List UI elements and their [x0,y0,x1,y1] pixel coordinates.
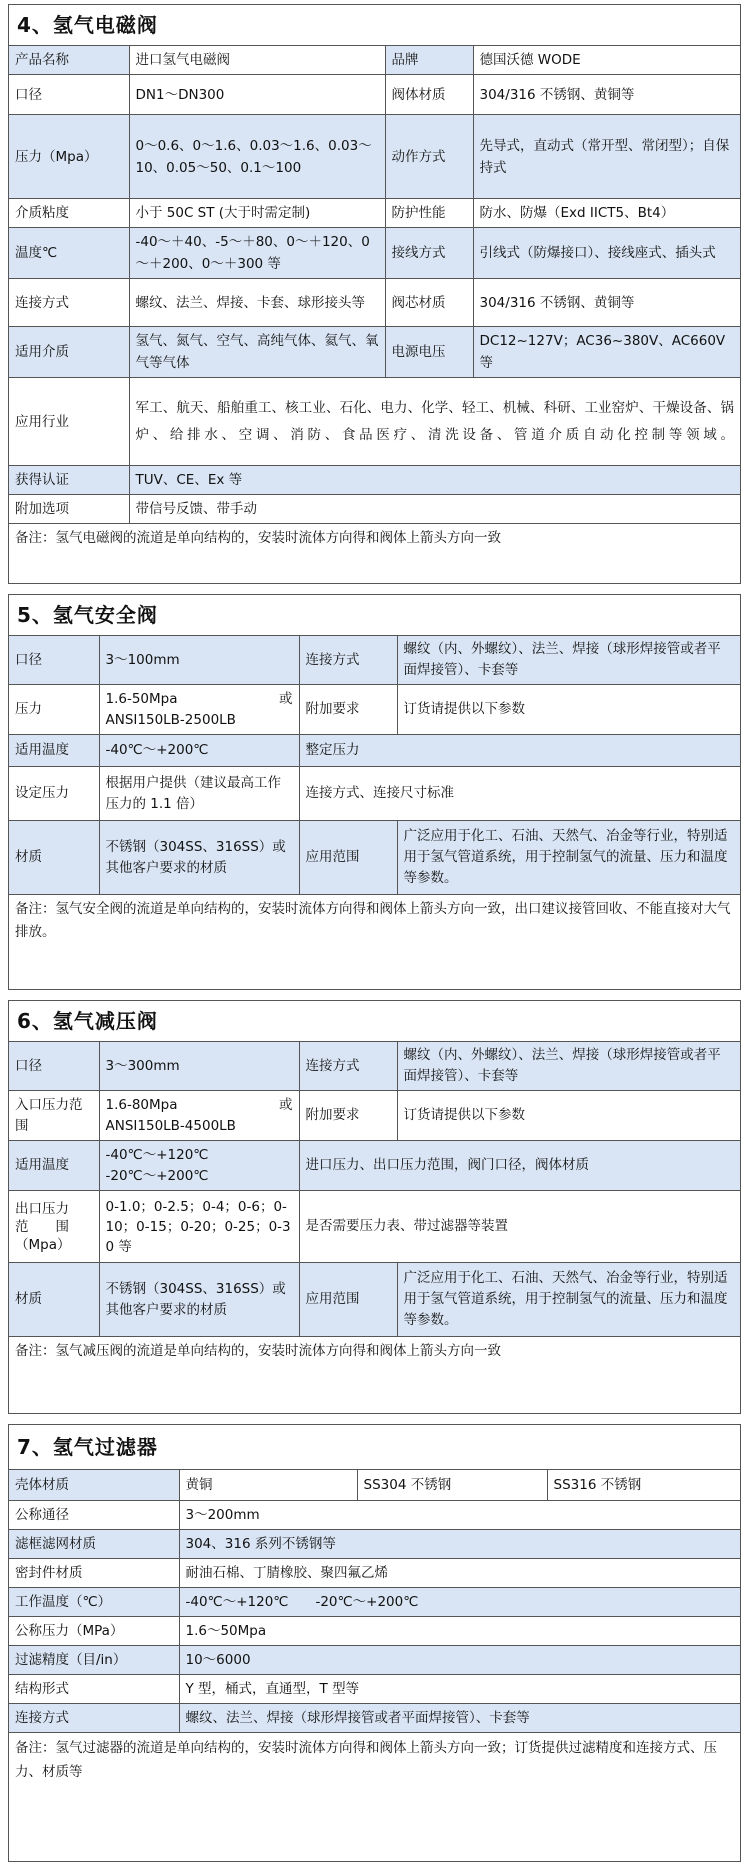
or-text: 或 [279,690,293,707]
label-cell: 连接方式 [299,1042,397,1091]
value-cell: 黄铜 [179,1470,357,1500]
table-row [9,466,740,495]
label-cell: 阀芯材质 [385,279,473,327]
section-title: 7、氢气过滤器 [9,1425,740,1470]
value-cell: 10～6000 [179,1645,740,1674]
label-cell: 口径 [9,636,99,685]
table-row [9,1587,740,1616]
section-solenoid-valve [8,4,741,584]
value-cell: 0-1.0；0-2.5；0-4；0-6；0-10；0-15；0-20；0-25；0-30 等 [99,1191,299,1263]
value-cell: 订货请提供以下参数 [397,1091,740,1141]
label-cell: 连接方式 [9,1703,179,1732]
table-row [9,735,740,767]
value-cell: 广泛应用于化工、石油、天然气、冶金等行业，特别适用于氢气管道系统，用于控制氢气的流量、压力和温度等参数。 [397,1263,740,1337]
value-cell: 氢气、氮气、空气、高纯气体、氦气、氧气等气体 [129,327,385,378]
table-row [9,279,740,327]
label-cell: 动作方式 [385,115,473,199]
label-cell: 压力 [9,685,99,735]
value-cell: 螺纹（内、外螺纹）、法兰、焊接（球形焊接管或者平面焊接管）、卡套等 [397,636,740,685]
label-cell: 口径 [9,75,129,115]
value-cell: 0～0.6、0～1.6、0.03～1.6、0.03～10、0.05～50、0.1～100 [129,115,385,199]
label-cell: 适用温度 [9,1141,99,1191]
value-cell: 3～300mm [99,1042,299,1091]
spec-table [9,1042,740,1337]
label-cell: 产品名称 [9,46,129,75]
table-row [9,1616,740,1645]
label-cell: 防护性能 [385,199,473,228]
section-filter [8,1424,741,1862]
table-row [9,767,740,821]
value-cell: 304/316 不锈钢、黄铜等 [473,279,740,327]
table-row [9,327,740,378]
value-cell: 进口压力、出口压力范围，阀门口径，阀体材质 [299,1141,740,1191]
value-cell: 连接方式、连接尺寸标准 [299,767,740,821]
value-cell: 防水、防爆（Exd IICT5、Bt4） [473,199,740,228]
label-cell: 附加选项 [9,495,129,524]
table-row [9,495,740,524]
spec-table [9,46,740,524]
value-cell: 带信号反馈、带手动 [129,495,740,524]
table-row [9,1263,740,1337]
value-cell: 整定压力 [299,735,740,767]
label-cell: 设定压力 [9,767,99,821]
table-row [9,821,740,895]
table-row [9,636,740,685]
value-cell: Y 型，桶式，直通型，T 型等 [179,1674,740,1703]
or-text: 或 [279,1096,293,1113]
label-line: 范 围 [15,1218,69,1235]
spec-table [9,1470,740,1733]
value-cell: 军工、航天、船舶重工、核工业、石化、电力、化学、轻工、机械、科研、工业窑炉、干燥设备、锅炉、给排水、空调、消防、食品医疗、清洗设备、管道介质自动化控制等领域。 [129,378,740,466]
value-cell [99,685,299,735]
value-cell: SS316 不锈钢 [547,1470,740,1500]
table-row [9,685,740,735]
table-row [9,1645,740,1674]
label-cell: 压力（Mpa） [9,115,129,199]
value-cell: 先导式，直动式（常开型、常闭型）；自保持式 [473,115,740,199]
spec-table [9,636,740,895]
label-cell: 附加要求 [299,685,397,735]
label-cell: 接线方式 [385,228,473,279]
pressure-range: 1.6-50Mpa [105,690,178,707]
label-cell: 附加要求 [299,1091,397,1141]
value-cell: 螺纹、法兰、焊接、卡套、球形接头等 [129,279,385,327]
value-cell: 螺纹、法兰、焊接（球形焊接管或者平面焊接管）、卡套等 [179,1703,740,1732]
value-cell: 螺纹（内、外螺纹）、法兰、焊接（球形焊接管或者平面焊接管）、卡套等 [397,1042,740,1091]
value-cell: 304/316 不锈钢、黄铜等 [473,75,740,115]
label-cell: 连接方式 [9,279,129,327]
label-cell: 电源电压 [385,327,473,378]
label-cell: 温度℃ [9,228,129,279]
table-row [9,46,740,75]
table-row [9,378,740,466]
value-cell: 耐油石棉、丁腈橡胶、聚四氟乙烯 [179,1558,740,1587]
table-row [9,199,740,228]
section-safety-valve [8,594,741,990]
label-cell: 公称压力（MPa） [9,1616,179,1645]
value-cell [99,1091,299,1141]
table-row [9,1674,740,1703]
label-cell: 品牌 [385,46,473,75]
table-row [9,1141,740,1191]
ansi-range: ANSI150LB-2500LB [105,711,236,728]
value-cell [99,1141,299,1191]
value-cell: 是否需要压力表、带过滤器等装置 [299,1191,740,1263]
label-cell: 连接方式 [299,636,397,685]
value-cell: SS304 不锈钢 [357,1470,547,1500]
table-row [9,1042,740,1091]
value-cell: TUV、CE、Ex 等 [129,466,740,495]
table-row [9,75,740,115]
label-cell: 适用温度 [9,735,99,767]
table-row [9,115,740,199]
label-cell: 阀体材质 [385,75,473,115]
section-title: 6、氢气减压阀 [9,1001,740,1042]
section-title: 5、氢气安全阀 [9,595,740,636]
value-cell: 3～200mm [179,1500,740,1529]
value-cell: 不锈钢（304SS、316SS）或其他客户要求的材质 [99,821,299,895]
temp-range-1: -40℃～+120℃ [105,1146,209,1163]
value-cell: 3～100mm [99,636,299,685]
label-cell: 公称通径 [9,1500,179,1529]
value-cell: 1.6～50Mpa [179,1616,740,1645]
section-note: 备注：氢气电磁阀的流道是单向结构的，安装时流体方向得和阀体上箭头方向一致 [15,530,501,546]
value-cell: 不锈钢（304SS、316SS）或其他客户要求的材质 [99,1263,299,1337]
label-line: 出口压力 [15,1200,69,1217]
label-cell: 获得认证 [9,466,129,495]
temp-range-2: -20℃～+200℃ [105,1167,209,1184]
label-line: （Mpa） [15,1236,71,1253]
value-cell: 德国沃德 WODE [473,46,740,75]
label-cell: 应用范围 [299,1263,397,1337]
section-note: 备注：氢气安全阀的流道是单向结构的，安装时流体方向得和阀体上箭头方向一致，出口建议接管回收、不能直接对大气排放。 [15,901,731,940]
table-row [9,1091,740,1141]
value-cell: 304、316 系列不锈钢等 [179,1529,740,1558]
value-cell: 引线式（防爆接口）、接线座式、插头式 [473,228,740,279]
label-cell: 材质 [9,821,99,895]
label-cell: 工作温度（℃） [9,1587,179,1616]
value-cell: 根据用户提供（建议最高工作压力的 1.1 倍） [99,767,299,821]
label-cell: 入口压力范围 [9,1091,99,1141]
table-row [9,1470,740,1500]
value-cell: DN1～DN300 [129,75,385,115]
label-cell: 应用范围 [299,821,397,895]
label-cell: 过滤精度（目/in） [9,1645,179,1674]
value-cell: 订货请提供以下参数 [397,685,740,735]
section-note: 备注：氢气减压阀的流道是单向结构的，安装时流体方向得和阀体上箭头方向一致 [15,1343,501,1359]
ansi-range: ANSI150LB-4500LB [105,1117,236,1134]
label-cell: 密封件材质 [9,1558,179,1587]
label-cell: 滤框滤网材质 [9,1529,179,1558]
label-cell: 口径 [9,1042,99,1091]
table-row [9,228,740,279]
table-row [9,1191,740,1263]
label-cell [9,1191,99,1263]
value-cell: -40℃～+200℃ [99,735,299,767]
value-cell: 进口氢气电磁阀 [129,46,385,75]
value-cell: -40℃～+120℃ -20℃～+200℃ [179,1587,740,1616]
table-row [9,1703,740,1732]
table-row [9,1529,740,1558]
value-cell: 小于 50C ST (大于时需定制) [129,199,385,228]
label-cell: 材质 [9,1263,99,1337]
section-title: 4、氢气电磁阀 [9,5,740,46]
label-cell: 介质粘度 [9,199,129,228]
table-row [9,1558,740,1587]
value-cell: -40～＋40、-5～＋80、0～＋120、0～＋200、0～＋300 等 [129,228,385,279]
pressure-range: 1.6-80Mpa [105,1096,178,1113]
label-cell: 壳体材质 [9,1470,179,1500]
section-note: 备注：氢气过滤器的流道是单向结构的，安装时流体方向得和阀体上箭头方向一致；订货提供过滤精度和连接方式、压力、材质等 [15,1739,717,1780]
section-pressure-reducing-valve [8,1000,741,1414]
value-cell: 广泛应用于化工、石油、天然气、冶金等行业，特别适用于氢气管道系统，用于控制氢气的流量、压力和温度等参数。 [397,821,740,895]
value-cell: DC12~127V；AC36~380V、AC660V 等 [473,327,740,378]
label-cell: 应用行业 [9,378,129,466]
label-cell: 适用介质 [9,327,129,378]
table-row [9,1500,740,1529]
label-cell: 结构形式 [9,1674,179,1703]
